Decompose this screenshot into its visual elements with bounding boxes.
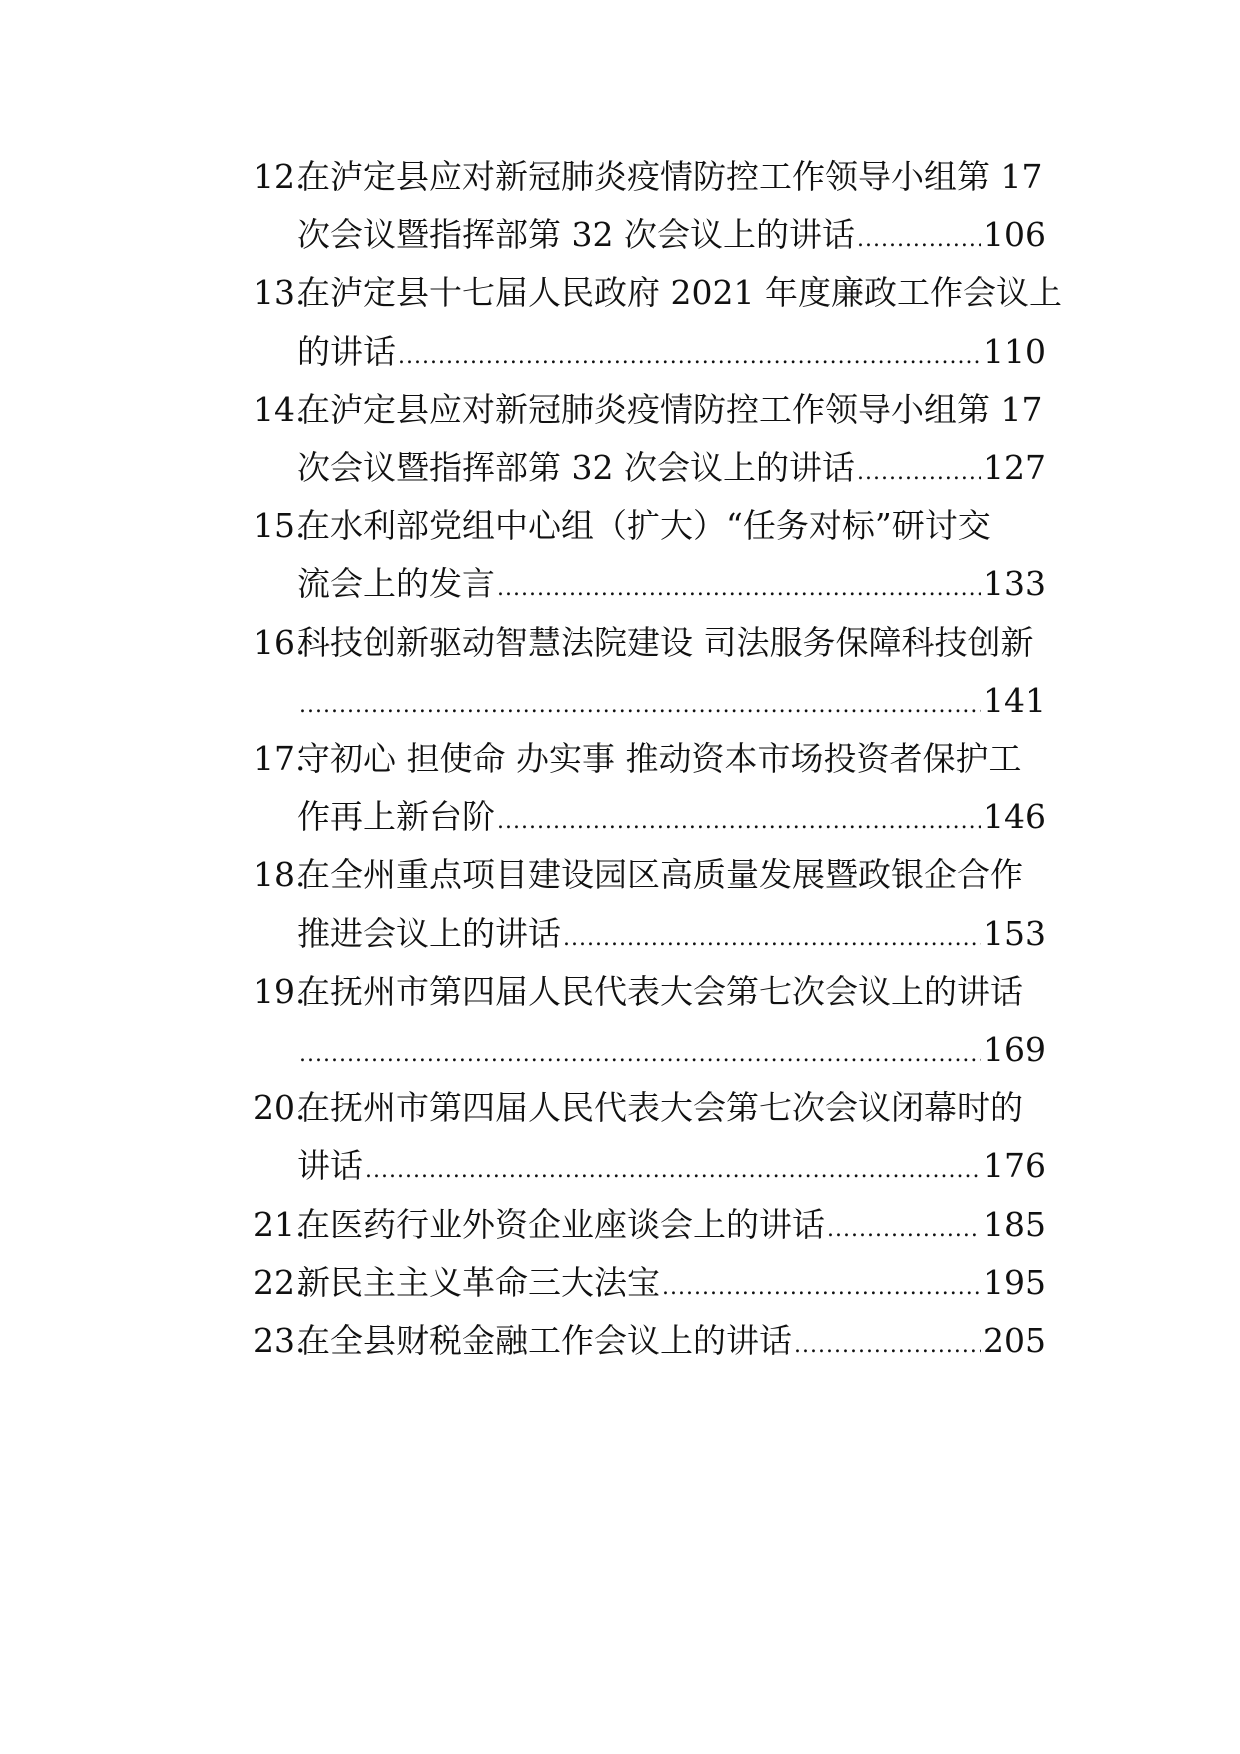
toc-entry-continuation: [297, 784, 1046, 849]
toc-entry-number: 18.: [253, 855, 306, 895]
toc-entry-line: [253, 1250, 1046, 1315]
toc-entry-text: [297, 901, 561, 966]
toc-entry-text: [253, 1192, 825, 1257]
toc-entry-text: [253, 739, 1021, 778]
toc-entry-line: [253, 1192, 1046, 1257]
toc-entry-continuation: [297, 319, 1046, 384]
toc-page-number: 127: [983, 448, 1046, 487]
toc-entry-text: [297, 435, 855, 500]
toc-entry-text: [297, 551, 495, 616]
toc-entry-title: 次会议暨指挥部第 32 次会议上的讲话: [297, 215, 855, 255]
toc-entry-text: [253, 273, 1062, 312]
toc-page-number: 176: [983, 1146, 1046, 1186]
toc-entry-line: [253, 726, 1046, 791]
toc-entry-text: [253, 390, 1042, 429]
toc-entry-title: 在全州重点项目建设园区高质量发展暨政银企合作: [297, 855, 1023, 895]
toc-entry-title: 讲话: [297, 1146, 363, 1186]
toc-entry-title: 在医药行业外资企业座谈会上的讲话: [297, 1204, 825, 1244]
toc-entry-number: 13.: [253, 273, 306, 313]
toc-entry-number: 16.: [253, 622, 306, 662]
toc-leader-dots: [794, 1308, 981, 1378]
toc-entry-title: 次会议暨指挥部第 32 次会议上的讲话: [297, 448, 855, 487]
toc-entry-number: 23.: [253, 1321, 306, 1360]
toc-entry-title: 在全县财税金融工作会议上的讲话: [297, 1321, 792, 1360]
toc-entry-number: 21.: [253, 1204, 306, 1244]
toc-entry-title: 的讲话: [297, 331, 396, 371]
toc-page-number: 185: [983, 1204, 1046, 1244]
toc-entry-number: 14.: [253, 389, 306, 429]
toc-entry-continuation: [297, 1133, 1046, 1198]
toc-page-number: 133: [983, 564, 1046, 604]
toc-page-number: 106: [983, 215, 1046, 255]
toc-entry-number: 22.: [253, 1262, 306, 1302]
toc-entry-continuation: [297, 1017, 1046, 1082]
toc-entry-text: [253, 972, 1023, 1011]
toc-entry-number: 12.: [253, 157, 306, 196]
toc-entry-text: [297, 1133, 363, 1198]
toc-entry-title: 在抚州市第四届人民代表大会第七次会议上的讲话: [297, 971, 1023, 1011]
toc-page-number: 195: [983, 1262, 1046, 1302]
toc-entry-number: 15.: [253, 506, 306, 546]
toc-entry-line: [253, 610, 1046, 675]
toc-entry-continuation: [297, 202, 1046, 267]
toc-entry-line: [253, 959, 1046, 1024]
toc-entry-text: [297, 784, 495, 849]
toc-entry-text: [253, 157, 1042, 196]
toc-entry-text: [253, 506, 991, 545]
toc-page-number: 146: [983, 797, 1046, 837]
toc-entry-title: 作再上新台阶: [297, 797, 495, 837]
toc-entry-title: 推进会议上的讲话: [297, 913, 561, 953]
toc-page-number: 141: [983, 680, 1046, 720]
toc-entry-line: [253, 1075, 1046, 1140]
toc-entry-number: 20.: [253, 1088, 306, 1128]
toc-entry-title: 在泸定县应对新冠肺炎疫情防控工作领导小组第 17: [297, 157, 1043, 196]
toc-entry-line: [253, 144, 1046, 209]
toc-entry-title: 在抚州市第四届人民代表大会第七次会议闭幕时的: [297, 1088, 1023, 1128]
toc-entry-title: 科技创新驱动智慧法院建设 司法服务保障科技创新: [297, 622, 1034, 662]
toc-entry-title: 在泸定县十七届人民政府 2021 年度廉政工作会议上: [297, 273, 1062, 313]
toc-entry-line: [253, 493, 1046, 558]
toc-entry-line: [253, 1308, 1046, 1373]
toc-entry-title: 新民主主义革命三大法宝: [297, 1262, 660, 1302]
toc-entry-continuation: [297, 435, 1046, 500]
toc-entry-title: 在水利部党组中心组（扩大）“任务对标”研讨交: [297, 506, 991, 546]
toc-entry-continuation: [297, 901, 1046, 966]
toc-entry-text: [253, 623, 1034, 662]
toc-page-number: 153: [983, 913, 1046, 953]
toc-entry-title: 流会上的发言: [297, 564, 495, 604]
toc-entry-title: 守初心 担使命 办实事 推动资本市场投资者保护工: [297, 739, 1022, 778]
toc-entry-text: [253, 1250, 660, 1315]
toc-entry-continuation: [297, 668, 1046, 733]
toc-entry-text: [253, 855, 1023, 894]
toc-entry-line: [253, 260, 1062, 325]
toc-entry-number: 19.: [253, 971, 306, 1011]
toc-entry-line: [253, 842, 1046, 907]
toc-entry-continuation: [297, 551, 1046, 616]
toc-entry-title: 在泸定县应对新冠肺炎疫情防控工作领导小组第 17: [297, 389, 1043, 429]
toc-entry-text: [253, 1308, 792, 1373]
toc-entry-number: 17.: [253, 739, 306, 778]
toc-entry-text: [297, 202, 855, 267]
toc-page-number: 169: [983, 1030, 1046, 1069]
toc-entry-line: [253, 377, 1046, 442]
toc-page-number: 110: [983, 331, 1046, 371]
toc-entry-text: [253, 1088, 1023, 1127]
toc-page-number: 205: [983, 1321, 1046, 1360]
toc-entry-text: [297, 319, 396, 384]
